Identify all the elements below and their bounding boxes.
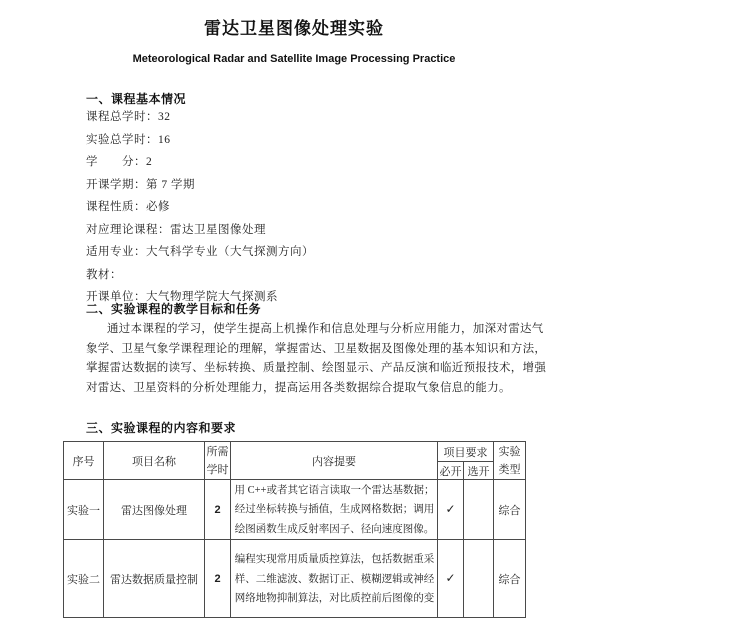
cell-optional-check xyxy=(464,540,494,618)
table-row xyxy=(64,480,526,540)
cell-required-check: ✓ xyxy=(438,540,464,618)
header-optional: 选开 xyxy=(464,462,494,480)
info-line-total-hours: 课程总学时：32 xyxy=(86,111,171,123)
header-seq: 序号 xyxy=(64,442,104,480)
info-line-textbook: 教材： xyxy=(86,268,122,281)
header-exp-type: 实验 类型 xyxy=(494,442,526,480)
course-info-list xyxy=(86,106,526,309)
header-hours: 所需 学时 xyxy=(205,442,231,480)
cell-exp-type: 综合 xyxy=(494,480,526,540)
header-required: 必开 xyxy=(438,462,464,480)
cell-hours: 2 xyxy=(205,480,231,540)
cell-seq: 实验二 xyxy=(64,540,104,618)
info-line-semester: 开课学期：第 7 学期 xyxy=(86,178,195,191)
section3-heading: 三、实验课程的内容和要求 xyxy=(86,421,237,435)
cell-summary: 编程实现常用质量质控算法，包括数据重采 样、二维滤波、数据订正、模糊逻辑或神经 网络地物抑制算法，对比质控前后图像的变 xyxy=(231,540,438,618)
section1-heading: 一、课程基本情况 xyxy=(86,92,187,106)
cell-exp-type: 综合 xyxy=(494,540,526,618)
info-line-course-nature: 课程性质：必修 xyxy=(86,201,170,213)
info-line-lab-hours: 实验总学时：16 xyxy=(86,133,171,146)
subtitle-block xyxy=(63,49,525,67)
cell-required-check: ✓ xyxy=(438,480,464,540)
header-summary: 内容提要 xyxy=(231,442,438,480)
paragraph-line: 象学、卫星气象学课程理论的理解，掌握雷达、卫星数据及图像处理的基本知识和方法， xyxy=(86,342,547,355)
header-project-name: 项目名称 xyxy=(104,442,205,480)
cell-project-name: 雷达数据质量控制 xyxy=(104,540,205,618)
header-requirement: 项目要求 xyxy=(438,442,494,462)
page-subtitle: Meteorological Radar and Satellite Image Processing Practice xyxy=(132,53,456,65)
info-line-department: 开课单位：大气物理学院大气探测系 xyxy=(86,291,278,303)
table-row xyxy=(64,540,526,618)
cell-optional-check xyxy=(464,480,494,540)
info-line-theory-course: 对应理论课程：雷达卫星图像处理 xyxy=(86,223,266,236)
table-header-row xyxy=(64,442,526,462)
course-content-table xyxy=(63,441,526,618)
page-title: 雷达卫星图像处理实验 xyxy=(204,19,384,38)
section2-heading: 二、实验课程的教学目标和任务 xyxy=(86,302,262,316)
paragraph-line: 通过本课程的学习，使学生提高上机操作和信息处理与分析应用能力，加深对雷达气 xyxy=(107,323,544,335)
cell-project-name: 雷达图像处理 xyxy=(104,480,205,540)
cell-seq: 实验一 xyxy=(64,480,104,540)
info-line-credits: 学 分：2 xyxy=(86,156,153,168)
section2-paragraph xyxy=(86,320,547,399)
paragraph-line: 对雷达、卫星资料的分析处理能力，提高运用各类数据综合提取气象信息的能力。 xyxy=(86,382,511,395)
cell-summary: 用 C++或者其它语言读取一个雷达基数据； 经过坐标转换与插值，生成网格数据；调用 绘图函数生成反射率因子、径向速度图像。 xyxy=(231,480,438,540)
info-line-major: 适用专业：大气科学专业（大气探测方向） xyxy=(86,246,314,258)
cell-hours: 2 xyxy=(205,540,231,618)
title-block xyxy=(63,14,525,39)
paragraph-line: 掌握雷达数据的读写、坐标转换、质量控制、绘图显示、产品反演和临近预报技术，增强 xyxy=(86,362,547,375)
